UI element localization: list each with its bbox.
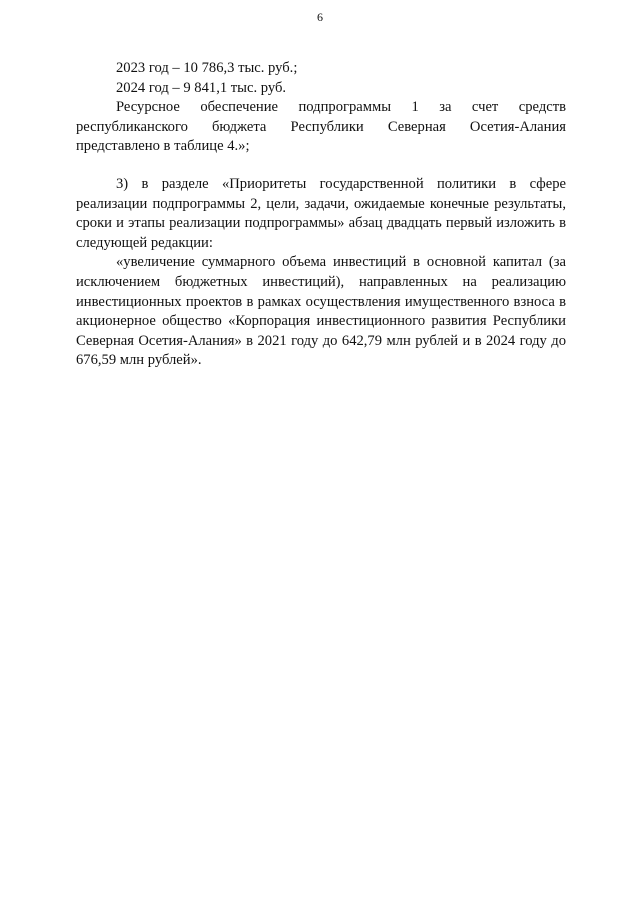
document-body xyxy=(76,59,566,371)
resource-provision-paragraph: Ресурсное обеспечение подпрограммы 1 за счет средств республиканского бюджета Республики Северная Осетия-Алания представлено в таблице 4.»; xyxy=(76,99,566,155)
funding-2023-line: 2023 год – 10 786,3 тыс. руб.; xyxy=(116,60,298,76)
page-number: 6 xyxy=(317,10,323,24)
item-3-paragraph: 3) в разделе «Приоритеты государственной политики в сфере реализации подпрограммы 2, цели, задачи, ожидаемые конечные результаты, сроки и этапы реализации подпрограммы» абзац двадцать первый изложить в следующей редакции: xyxy=(76,175,566,251)
paragraph-gap xyxy=(76,157,566,175)
quoted-amendment-paragraph: «увеличение суммарного объема инвестиций в основной капитал (за исключением бюджетных инвестиций), направленных на реализацию инвестиционных проектов в рамках осуществления имущественного взноса в акционерное общество «Корпорация инвестиционного развития Республики Северная Осетия-Алания» в 2021 году до 642,79 млн рублей и в 2024 году до 676,59 млн рублей». xyxy=(76,254,566,369)
funding-2024-line: 2024 год – 9 841,1 тыс. руб. xyxy=(116,79,287,96)
